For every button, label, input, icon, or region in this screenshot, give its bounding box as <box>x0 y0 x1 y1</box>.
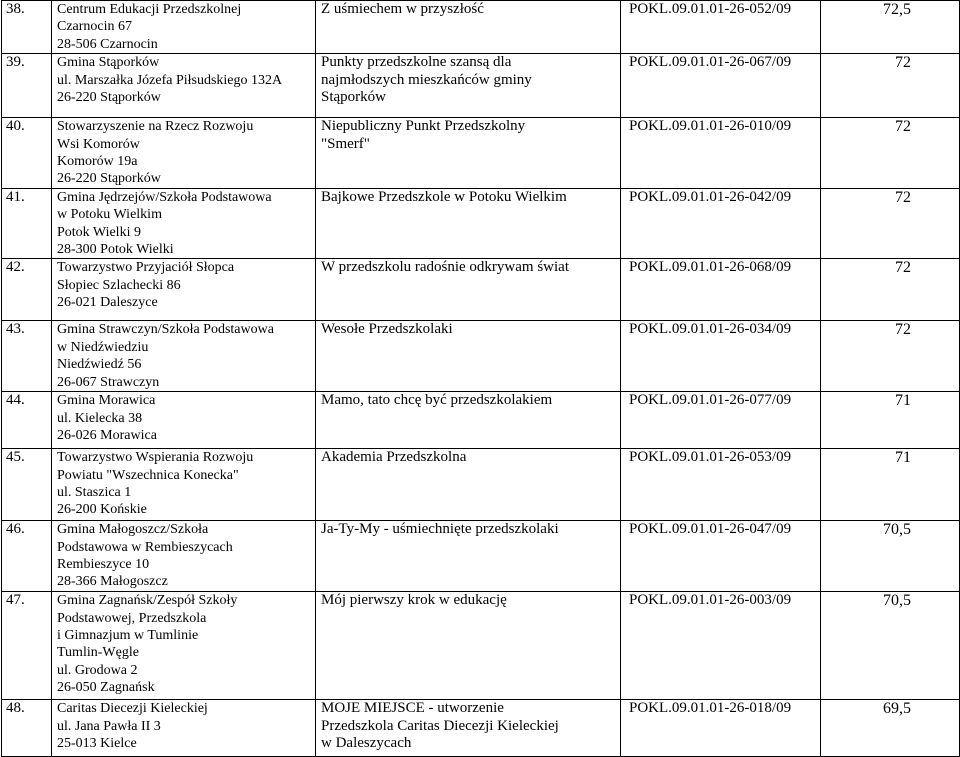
table-row <box>2 392 960 449</box>
project-code: POKL.09.01.01-26-053/09 <box>621 449 821 521</box>
applicant-line: 26-220 Stąporków <box>57 90 161 106</box>
applicant-line: ul. Staszica 1 <box>57 484 132 500</box>
applicant-line: Gmina Morawica <box>57 393 156 409</box>
table-row <box>2 188 960 259</box>
applicant-cell <box>52 521 316 592</box>
applicant-line: Gmina Jędrzejów/Szkoła Podstawowa <box>57 189 272 205</box>
row-number: 41. <box>2 188 52 259</box>
table-row <box>2 118 960 189</box>
project-score: 71 <box>821 392 960 449</box>
project-title-cell <box>316 449 621 521</box>
applicant-line: Towarzystwo Przyjaciół Słopca <box>57 260 235 276</box>
applicant-line: ul. Kielecka 38 <box>57 410 143 426</box>
project-title-cell <box>316 1 621 54</box>
project-title-cell <box>316 54 621 118</box>
project-title-line: Wesołe Przedszkolaki <box>321 321 453 338</box>
project-title-line: W przedszkolu radośnie odkrywam świat <box>321 259 569 276</box>
applicant-cell <box>52 392 316 449</box>
project-title-cell <box>316 259 621 321</box>
applicant-line: Rembieszyce 10 <box>57 556 150 572</box>
row-number: 42. <box>2 259 52 321</box>
table-row <box>2 449 960 521</box>
row-number: 43. <box>2 321 52 392</box>
applicant-line: Podstawowej, Przedszkola <box>57 610 207 626</box>
project-title-line: MOJE MIEJSCE - utworzenie <box>321 700 504 717</box>
applicant-cell <box>52 188 316 259</box>
project-score: 70,5 <box>821 592 960 700</box>
project-code: POKL.09.01.01-26-052/09 <box>621 1 821 54</box>
table-row <box>2 592 960 700</box>
project-score: 72 <box>821 188 960 259</box>
project-title-line: w Daleszycach <box>321 734 412 751</box>
applicant-cell <box>52 700 316 757</box>
applicant-line: Stowarzyszenie na Rzecz Rozwoju <box>57 119 254 135</box>
project-title-line: Mamo, tato chcę być przedszkolakiem <box>321 392 553 409</box>
project-score: 72 <box>821 259 960 321</box>
project-code: POKL.09.01.01-26-010/09 <box>621 118 821 189</box>
project-code: POKL.09.01.01-26-003/09 <box>621 592 821 700</box>
project-title-cell <box>316 321 621 392</box>
applicant-line: w Niedźwiedziu <box>57 339 149 355</box>
project-title-line: Stąporków <box>321 89 386 106</box>
table-row <box>2 54 960 118</box>
project-code: POKL.09.01.01-26-042/09 <box>621 188 821 259</box>
table-row <box>2 1 960 54</box>
project-title-line: Punkty przedszkolne szansą dla <box>321 54 512 71</box>
applicant-cell <box>52 321 316 392</box>
project-title-cell <box>316 118 621 189</box>
applicant-line: Wsi Komorów <box>57 136 140 152</box>
applicant-line: 25-013 Kielce <box>57 735 137 751</box>
project-code: POKL.09.01.01-26-018/09 <box>621 700 821 757</box>
projects-table <box>1 0 960 757</box>
applicant-line: Centrum Edukacji Przedszkolnej <box>57 2 242 17</box>
project-code: POKL.09.01.01-26-067/09 <box>621 54 821 118</box>
row-number: 48. <box>2 700 52 757</box>
applicant-line: 26-021 Daleszyce <box>57 295 158 311</box>
row-number: 38. <box>2 1 52 54</box>
applicant-line: Gmina Zagnańsk/Zespół Szkoły <box>57 593 238 609</box>
row-number: 46. <box>2 521 52 592</box>
row-number: 47. <box>2 592 52 700</box>
applicant-cell <box>52 1 316 54</box>
applicant-line: Niedźwiedź 56 <box>57 357 142 373</box>
applicant-line: Komorów 19a <box>57 154 138 170</box>
applicant-line: 28-366 Małogoszcz <box>57 574 168 590</box>
project-code: POKL.09.01.01-26-034/09 <box>621 321 821 392</box>
applicant-cell <box>52 449 316 521</box>
project-title-line: Akademia Przedszkolna <box>321 449 467 466</box>
applicant-line: ul. Jana Pawła II 3 <box>57 718 161 734</box>
project-score: 69,5 <box>821 700 960 757</box>
applicant-cell <box>52 259 316 321</box>
project-title-line: Niepubliczny Punkt Przedszkolny <box>321 118 526 135</box>
applicant-line: 28-506 Czarnocin <box>57 36 158 52</box>
applicant-cell <box>52 118 316 189</box>
project-title-line: "Smerf" <box>321 135 370 152</box>
row-number: 44. <box>2 392 52 449</box>
project-code: POKL.09.01.01-26-068/09 <box>621 259 821 321</box>
project-title-line: Ja-Ty-My - uśmiechnięte przedszkolaki <box>321 521 559 538</box>
applicant-line: 26-220 Stąporków <box>57 171 161 187</box>
applicant-line: 26-200 Końskie <box>57 502 147 518</box>
row-number: 40. <box>2 118 52 189</box>
project-title-line: Z uśmiechem w przyszłość <box>321 1 484 17</box>
project-score: 71 <box>821 449 960 521</box>
applicant-line: Gmina Stąporków <box>57 55 160 71</box>
applicant-line: Czarnocin 67 <box>57 19 133 35</box>
project-title-cell <box>316 700 621 757</box>
applicant-line: Gmina Małogoszcz/Szkoła <box>57 522 209 538</box>
project-title-line: Bajkowe Przedszkole w Potoku Wielkim <box>321 188 567 205</box>
table-row <box>2 700 960 757</box>
project-title-cell <box>316 188 621 259</box>
table-row <box>2 259 960 321</box>
project-title-cell <box>316 521 621 592</box>
table-row <box>2 521 960 592</box>
applicant-line: w Potoku Wielkim <box>57 207 162 223</box>
applicant-line: ul. Marszałka Józefa Piłsudskiego 132A <box>57 72 283 88</box>
project-score: 72 <box>821 118 960 189</box>
applicant-line: 26-026 Morawica <box>57 427 157 443</box>
project-score: 72 <box>821 54 960 118</box>
table-row <box>2 321 960 392</box>
applicant-line: Towarzystwo Wspierania Rozwoju <box>57 450 254 466</box>
applicant-line: i Gimnazjum w Tumlinie <box>57 627 199 643</box>
project-title-line: Mój pierwszy krok w edukację <box>321 592 507 609</box>
project-score: 72,5 <box>821 1 960 54</box>
applicant-line: Caritas Diecezji Kieleckiej <box>57 701 208 717</box>
row-number: 45. <box>2 449 52 521</box>
project-title-line: Przedszkola Caritas Diecezji Kieleckiej <box>321 717 559 734</box>
project-code: POKL.09.01.01-26-047/09 <box>621 521 821 592</box>
applicant-line: Tumlin-Węgle <box>57 645 139 661</box>
project-title-cell <box>316 592 621 700</box>
applicant-cell <box>52 592 316 700</box>
row-number: 39. <box>2 54 52 118</box>
applicant-line: 26-050 Zagnańsk <box>57 680 155 696</box>
project-score: 72 <box>821 321 960 392</box>
project-code: POKL.09.01.01-26-077/09 <box>621 392 821 449</box>
applicant-line: 26-067 Strawczyn <box>57 374 160 390</box>
applicant-line: Słopiec Szlachecki 86 <box>57 277 181 293</box>
project-score: 70,5 <box>821 521 960 592</box>
applicant-line: Podstawowa w Rembieszycach <box>57 539 233 555</box>
applicant-line: Potok Wielki 9 <box>57 224 141 240</box>
applicant-line: Powiatu "Wszechnica Konecka" <box>57 467 239 483</box>
applicant-line: 28-300 Potok Wielki <box>57 242 174 258</box>
project-title-line: najmłodszych mieszkańców gminy <box>321 71 532 88</box>
applicant-cell <box>52 54 316 118</box>
project-title-cell <box>316 392 621 449</box>
applicant-line: ul. Grodowa 2 <box>57 662 138 678</box>
applicant-line: Gmina Strawczyn/Szkoła Podstawowa <box>57 322 274 338</box>
projects-table-body <box>2 1 960 757</box>
